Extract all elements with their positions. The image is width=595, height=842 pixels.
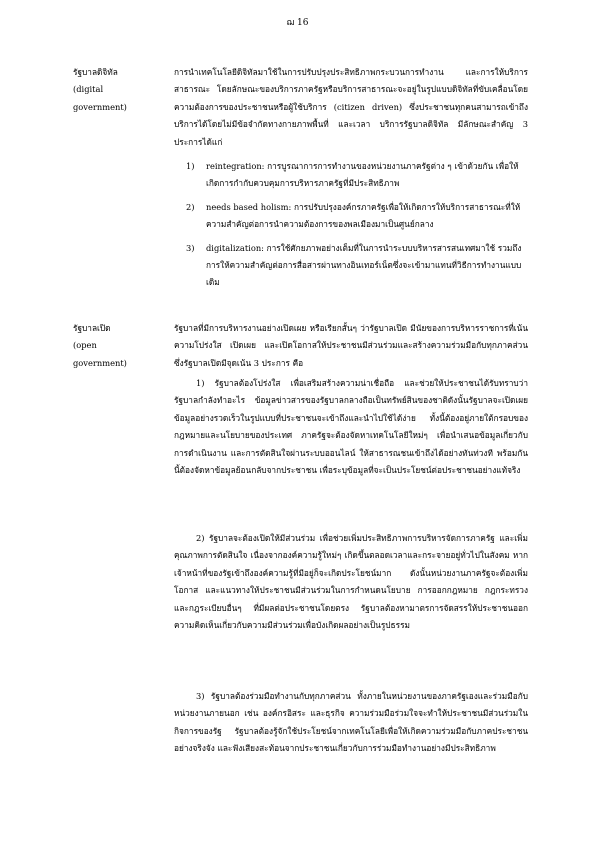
term-line: government)	[73, 101, 127, 112]
term-open-government	[73, 320, 161, 372]
list-item	[186, 240, 528, 292]
list-item-text: digitalization: การใช้ศักยภาพอย่างเต็มที่ในการนำระบบบริหารสารสนเทศมาใช้ รวมถึงการให้ความสำคัญต่อการสื่อสารผ่านทางอินเทอร์เน็ตซึ่งจะเข้ามาแทนที่วิธีการทำงานแบบเดิม	[206, 242, 522, 288]
list-item-number: 2)	[186, 201, 195, 212]
open-government-point-3: 3) รัฐบาลต้องร่วมมือทำงานกับทุกภาคส่วน ทั้งภายในหน่วยงานของภาครัฐเองและร่วมมือกับหน่วยงานภายนอก เช่น องค์กรอิสระ และธุรกิจ ความร่วมมือร่วมใจจะทำให้ประชาชนมีส่วนร่วมในกิจการของรัฐ รัฐบาลต้องรู้จักใช้ประโยชน์จากเทคโนโลยีเพื่อให้เกิดความร่วมมือกับภาคประชาชนอย่างจริงจัง และฟังเสียงสะท้อนจากประชาชนเกี่ยวกับการร่วมมือทำงานอย่างมีประสิทธิภาพ	[174, 691, 528, 754]
term-line: (digital	[73, 84, 104, 95]
definition-open-government: รัฐบาลที่มีการบริหารงานอย่างเปิดเผย หรือเรียกสั้นๆ ว่ารัฐบาลเปิด มีนัยของการบริหารราชการที่เน้นความโปร่งใส เปิดเผย และเปิดโอกาสให้ประชาชนมีส่วนร่วมและสร้างความร่วมมือกับทุกภาคส่วน ซึ่งรัฐบาลเปิดมีจุดเน้น 3 ประการ คือ	[174, 323, 528, 368]
open-government-point-2: 2) รัฐบาลจะต้องเปิดให้มีส่วนร่วม เพื่อช่วยเพิ่มประสิทธิภาพการบริหารจัดการภาครัฐ และเพิ่มคุณภาพการตัดสินใจ เนื่องจากองค์ความรู้ใหม่ๆ เกิดขึ้นตลอดเวลาและกระจายอยู่ทั่วไปในสังคม หากเจ้าหน้าที่ของรัฐเข้าถึงองค์ความรู้ที่มีอยู่ก็จะเกิดประโยชน์มาก ดังนั้นหน่วยงานภาครัฐจะต้องเพิ่มโอกาส และแนวทางให้ประชาชนมีส่วนร่วมในการกำหนดนโยบาย การออกกฎหมาย กฎกระทรวง และกฎระเบียบอื่นๆ ที่มีผลต่อประชาชนโดยตรง รัฐบาลต้องหามาตรการจัดสรรให้ประชาชนออกความคิดเห็นเกี่ยวกับความมีส่วนร่วมเพื่อบังเกิดผลอย่างเป็นรูปธรรม	[174, 533, 528, 631]
list-item-number: 3)	[186, 242, 195, 253]
list-item	[186, 158, 528, 193]
term-line: (open	[73, 340, 97, 351]
digital-government-features-list	[186, 158, 528, 298]
page-number: ฌ 16	[286, 18, 309, 28]
term-line: รัฐบาลเปิด	[73, 323, 111, 333]
list-item-text: reintegration: การบูรณาการการทำงานของหน่วยงานภาครัฐต่าง ๆ เข้าด้วยกัน เพื่อให้เกิดการกำกับควบคุมการบริหารภาครัฐที่มีประสิทธิภาพ	[206, 161, 519, 189]
list-item	[186, 199, 528, 234]
open-government-point-1: 1) รัฐบาลต้องโปร่งใส เพื่อเสริมสร้างความน่าเชื่อถือ และช่วยให้ประชาชนได้รับทราบว่ารัฐบาลกำลังทำอะไร ข้อมูลข่าวสารของรัฐบาลกลางถือเป็นทรัพย์สินของชาติดังนั้นรัฐบาลจะเปิดเผยข้อมูลอย่างรวดเร็วในรูปแบบที่ประชาชนจะเข้าถึงและนำไปใช้ได้ง่าย ทั้งนี้ต้องอยู่ภายใต้กรอบของกฎหมายและนโยบายของประเทศ ภาครัฐจะต้องจัดหาเทคโนโลยีใหม่ๆ เพื่อนำเสนอข้อมูลเกี่ยวกับการดำเนินงาน และการตัดสินใจผ่านระบบออนไลน์ ให้สาธารณชนเข้าถึงได้อย่างทันท่วงที พร้อมกันนี้ต้องจัดหาข้อมูลย้อนกลับจากประชาชน เพื่อระบุข้อมูลที่จะเป็นประโยชน์ต่อประชาชนอย่างแท้จริง	[174, 378, 528, 476]
term-line: government)	[73, 357, 127, 368]
term-digital-government	[73, 64, 161, 116]
list-item-number: 1)	[186, 161, 195, 171]
list-item-text: needs based holism: การปรับปรุงองค์กรภาครัฐเพื่อให้เกิดการให้บริการสาธารณะที่ให้ความสำคัญต่อการนำความต้องการของพลเมืองมาเป็นศูนย์กลาง	[206, 201, 521, 230]
definition-digital-government: การนำเทคโนโลยีดิจิทัลมาใช้ในการปรับปรุงประสิทธิภาพกระบวนการทำงาน และการให้บริการสาธารณะ โดยลักษณะของบริการภาครัฐหรือบริการสาธารณะจะอยู่ในรูปแบบดิจิทัลที่ขับเคลื่อนโดยความต้องการของประชาชนหรือผู้ใช้บริการ (citizen driven) ซึ่งประชาชนทุกคนสามารถเข้าถึงบริการได้โดยไม่มีข้อจำกัดทางกายภาพพื้นที่ และเวลา บริการรัฐบาลดิจิทัล มีลักษณะสำคัญ 3 ประการได้แก่	[174, 67, 528, 147]
term-line: รัฐบาลดิจิทัล	[73, 67, 118, 77]
